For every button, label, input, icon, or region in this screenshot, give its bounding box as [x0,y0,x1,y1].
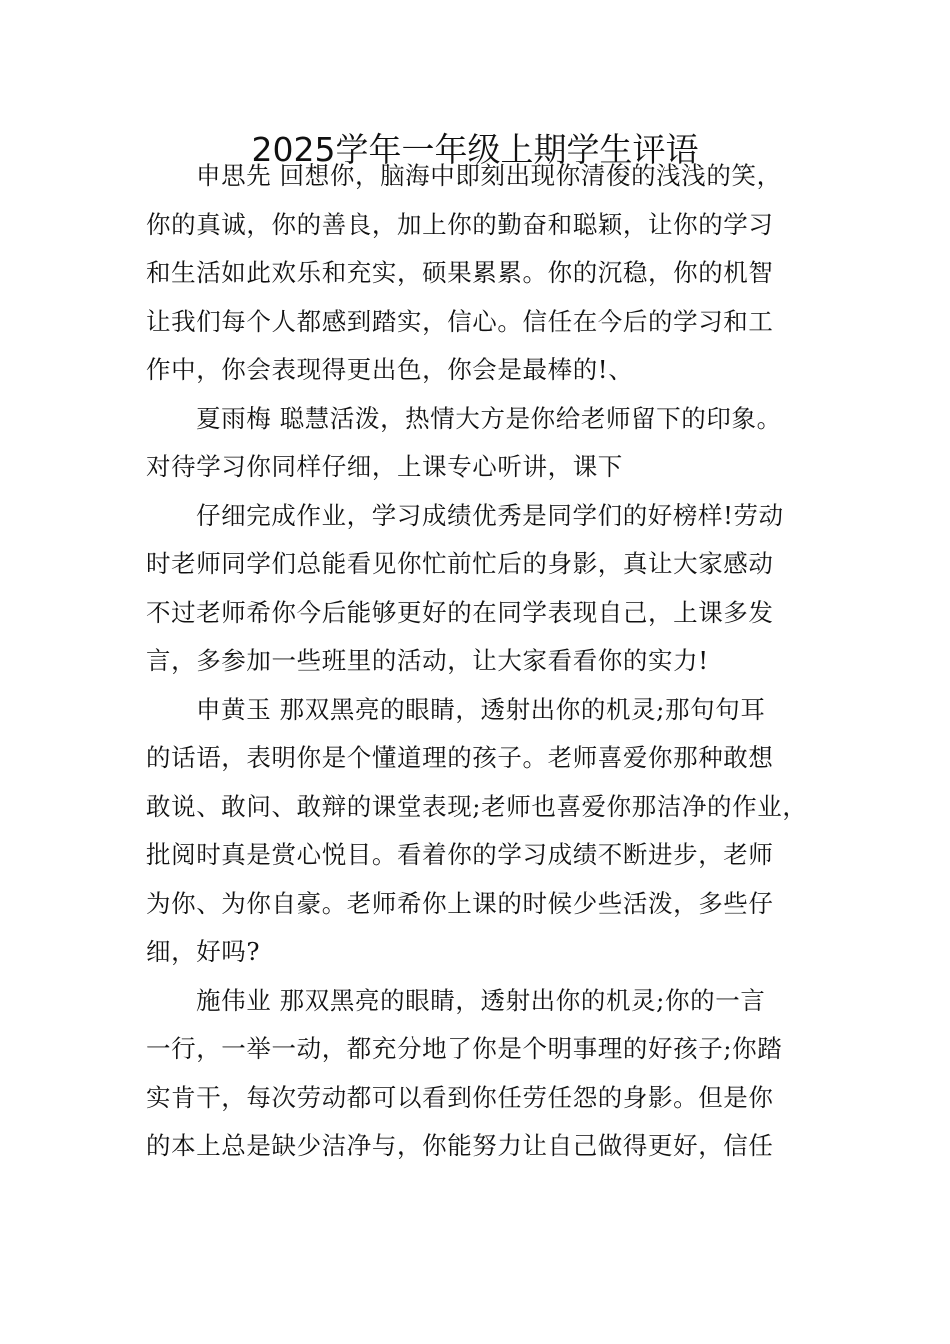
text-line: 的话语，表明你是个懂道理的孩子。老师喜爱你那种敢想 [146,743,774,772]
text-line: 施伟业 那双黑亮的眼睛，透射出你的机灵;你的一言 [196,985,766,1015]
text-line: 你的真诚，你的善良，加上你的勤奋和聪颖，让你的学习 [146,209,774,239]
text-line: 的本上总是缺少洁净与，你能努力让自己做得更好，信任 [146,1131,774,1160]
text-line: 敢说、敢问、敢辩的课堂表现;老师也喜爱你那洁净的作业， [146,791,808,821]
text-line: 和生活如此欢乐和充实，硕果累累。你的沉稳，你的机智 [146,258,774,287]
text-line: 仔细完成作业，学习成绩优秀是同学们的好榜样!劳动 [196,500,784,530]
text-line: 申黄玉 那双黑亮的眼睛，透射出你的机灵;那句句耳 [196,694,766,724]
document-body [146,152,822,1171]
comment-paragraph-1 [146,152,822,395]
document-title: 2025学年一年级上期学生评语 [251,130,699,169]
text-line: 时老师同学们总能看见你忙前忙后的身影，真让大家感动 [146,549,774,578]
text-line: 为你、为你自豪。老师希你上课的时候少些活泼，多些仔 [146,888,774,918]
text-line: 细，好吗? [146,937,261,966]
comment-paragraph-5 [146,977,822,1171]
text-line: 申思先 回想你，脑海中即刻出现你清俊的浅浅的笑， [196,161,782,190]
text-line: 让我们每个人都感到踏实，信心。信任在今后的学习和工 [146,306,774,336]
comment-paragraph-2 [146,395,822,492]
text-line: 言，多参加一些班里的活动，让大家看看你的实力! [146,646,709,675]
text-line: 对待学习你同样仔细，上课专心听讲，课下 [146,452,623,481]
text-line: 批阅时真是赏心悦目。看着你的学习成绩不断进步，老师 [146,840,774,869]
text-line: 不过老师希你今后能够更好的在同学表现自己，上课多发 [146,597,774,627]
text-line: 作中，你会表现得更出色，你会是最棒的!、 [146,355,634,384]
text-line: 夏雨梅 聪慧活泼，热情大方是你给老师留下的印象。 [196,403,782,433]
text-line: 实肯干，每次劳动都可以看到你任劳任怨的身影。但是你 [146,1082,774,1112]
comment-paragraph-4 [146,686,822,977]
comment-paragraph-3 [146,492,822,686]
text-line: 一行，一举一动，都充分地了你是个明事理的好孩子;你踏 [146,1034,783,1063]
